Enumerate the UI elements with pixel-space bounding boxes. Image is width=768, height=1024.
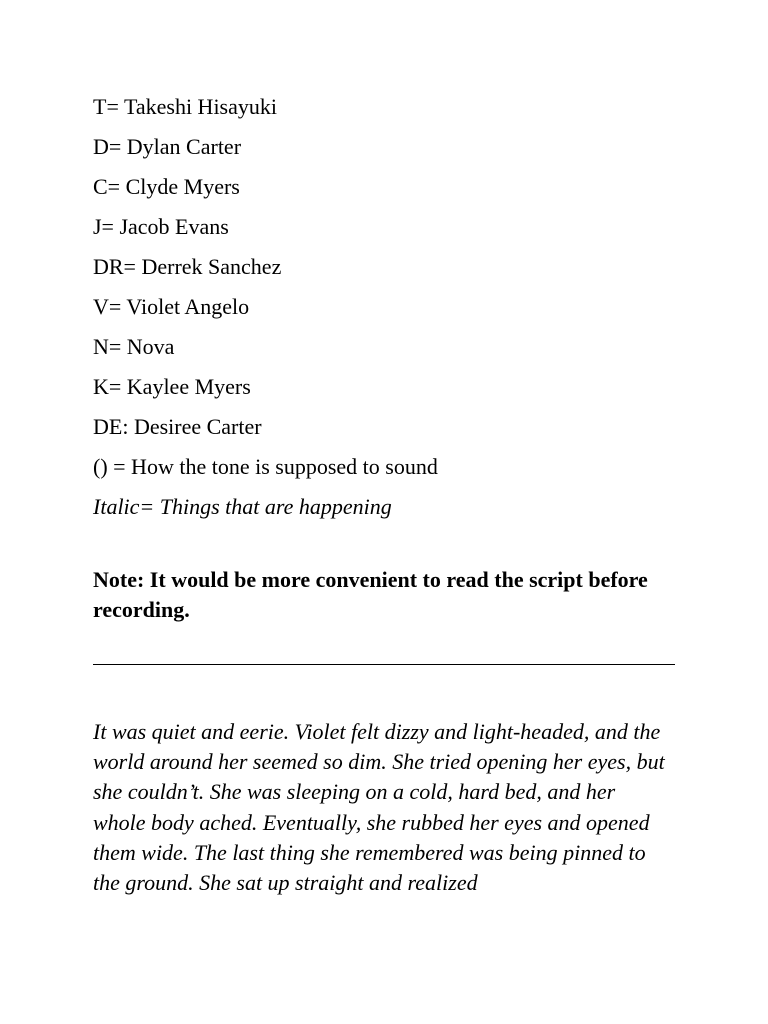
legend-entry-dylan: D= Dylan Carter [93,134,242,159]
legend-entry-jacob: J= Jacob Evans [93,214,229,239]
legend-entry-nova: N= Nova [93,334,175,359]
legend-entry-takeshi: T= Takeshi Hisayuki [93,94,277,119]
legend-entry-italic: Italic= Things that are happening [93,494,392,519]
section-divider [93,664,675,665]
legend-entry-kaylee: K= Kaylee Myers [93,374,251,399]
legend-entry-derrek: DR= Derrek Sanchez [93,254,282,279]
narration-paragraph: It was quiet and eerie. Violet felt dizzy and light-headed, and the world around her seemed so dim. She tried opening her eyes, but she couldn’t. She was sleeping on a cold, hard bed, and her whole body ached. Eventually, she rubbed her eyes and opened them wide. The last thing she remembered was being pinned to the ground. She sat up straight and realized [93,719,665,896]
note-paragraph: Note: It would be more convenient to read the script before recording. [93,567,648,622]
legend-entry-tone: () = How the tone is supposed to sound [93,454,438,479]
legend-entry-violet: V= Violet Angelo [93,294,250,319]
character-legend [93,87,438,527]
legend-entry-desiree: DE: Desiree Carter [93,414,262,439]
legend-entry-clyde: C= Clyde Myers [93,174,240,199]
